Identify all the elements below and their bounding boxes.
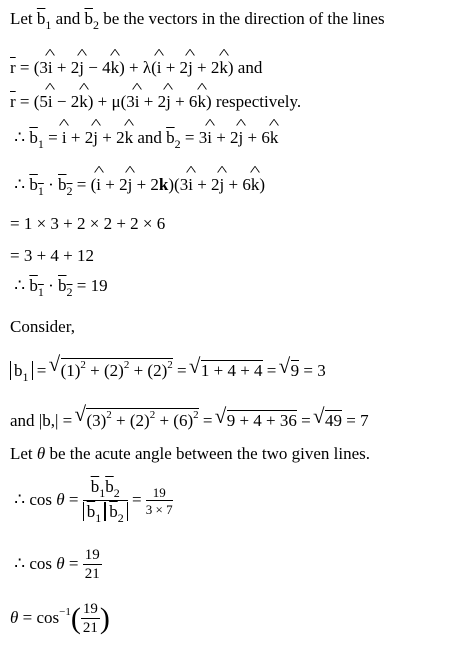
dot-product-line: ∴ $\overline{b}_1 \cdot \overline{b}_2 = (i$ ^ + 2j ^ + 2k)(3i ^ + 2j ^ + 6k ^) (10, 176, 265, 197)
direction-vectors: ∴ $\overline{b}_1 = i$ ^ + 2j ^ + 2k ^ and $\overline{b}_2 = 3i$ ^ + 2j ^ + 6k ^ (10, 129, 278, 150)
theta-result: $\theta = \cos^{-1}$( $\frac{19}{21}$ ) (10, 601, 110, 636)
sum-line: = 3 + 4 + 12 (10, 246, 95, 265)
line-equation-1: $\overline{r} = (3i$ ^ + 2j ^ − 4k ^) + λ(i ^ + 2j ^ + 2k ^) and (10, 59, 262, 76)
consider-line: Consider, (10, 317, 75, 336)
intro-line: Let $\overline{b}_1$ and $\overline{b}_2$ be the vectors in the direction of the lines (10, 9, 385, 32)
magnitude-b2: and |b,| = √ $(3)^2 + (2)^2 + (6)^2$ = √ 9 + 4 + 36 = √ 49 = 7 (10, 408, 369, 429)
cos-formula: ∴ cos θ = $\frac{\overline{b}_1\overline{b}_2}{\overline{b}_1 \overline{b}_2}$ = $\frac{19}{3 \times 7}$ (10, 477, 173, 525)
expansion-line: = 1 × 3 + 2 × 2 + 2 × 6 (10, 214, 166, 233)
line-equation-2: $\overline{r} = (5i$ ^ − 2k ^) + μ(3i ^ + 2j ^ + 6k ^) respectively. (10, 93, 301, 110)
magnitude-b1: $b_1$ = √ $(1)^2 + (2)^2 + (2)^2$ = √ 1 + 4 + 4 = √ 9 = 3 (10, 358, 326, 383)
angle-definition: Let θ be the acute angle between the two given lines. (10, 444, 371, 463)
cos-value: ∴ cos θ = $\frac{19}{21}$ (10, 547, 100, 582)
dot-result-line: ∴ $\overline{b}_1 \cdot \overline{b}_2 = 19$ (10, 276, 108, 299)
